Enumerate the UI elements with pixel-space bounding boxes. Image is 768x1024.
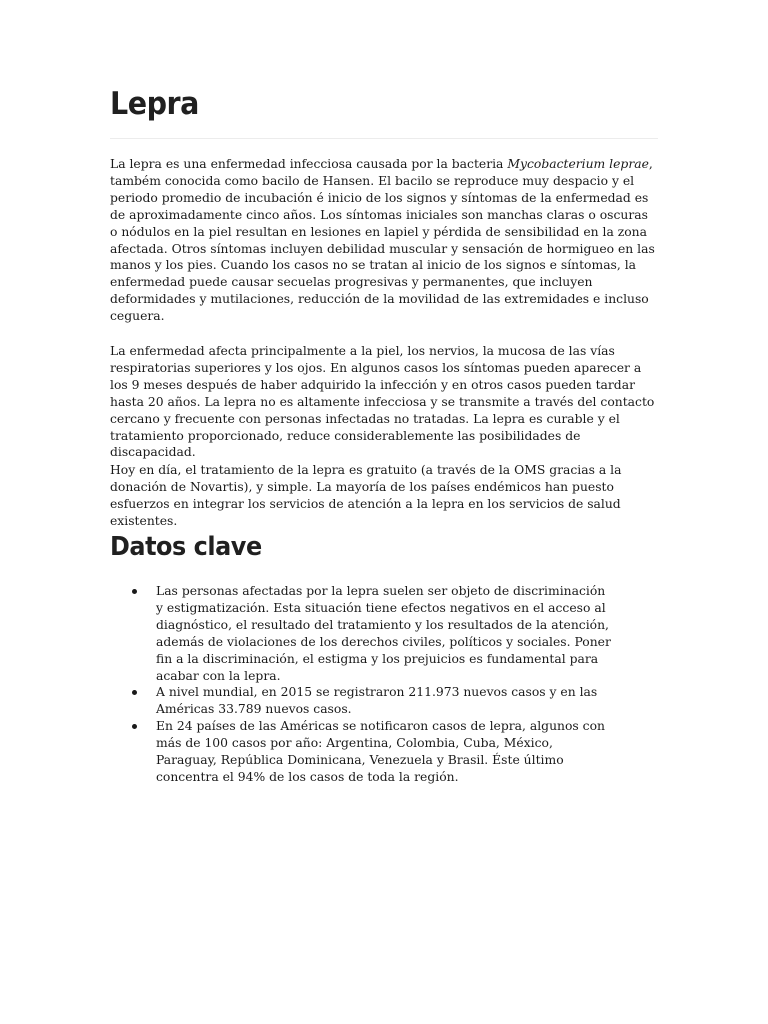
paragraph-intro-rest: , também conocida como bacilo de Hansen. El bacilo se reproduce muy despacio y el periodo promedio de incubación é inicio de los signos y síntomas de la enfermedad es de aproximadamente cinco años. Los síntomas iniciales son manchas claras o oscuras o nódulos en la piel resultan en lesiones en lapiel y pérdida de sensibilidad en la zona afectada. Otros síntomas incluyen debilidad muscular y sensación de hormigueo en las manos y los pies. Cuando los casos no se tratan al inicio de los signos e síntomas, la enfermedad puede causar secuelas progresivas y permanentes, que incluyen deformidades y mutilaciones, reducción de la movilidad de las extremidades e incluso ceguera. (110, 157, 655, 324)
key-fact-text: A nivel mundial, en 2015 se registraron 211.973 nuevos casos y en las Américas 33.789 nuevos casos. (156, 685, 598, 717)
bullet-icon (132, 589, 137, 594)
key-fact-item (110, 684, 616, 718)
key-fact-text: Las personas afectadas por la lepra suelen ser objeto de discriminación y estigmatización. Esta situación tiene efectos negativos en el acceso al diagnóstico, el resultado del tratamiento y los resultados de la atención, además de violaciones de los derechos civiles, políticos y sociales. Poner fin a la discriminación, el estigma y los prejuicios es fundamental para acabar con la lepra. (156, 584, 611, 683)
bullet-icon (132, 690, 137, 695)
paragraph-intro (110, 156, 658, 325)
paragraph-treatment: Hoy en día, el tratamiento de la lepra es gratuito (a través de la OMS gracias a la donación de Novartis), y simple. La mayoría de los países endémicos han puesto esfuerzos en integrar los servicios de atención a la lepra en los servicios de salud existentes. (110, 463, 622, 528)
paragraph-affects: La enfermedad afecta principalmente a la piel, los nervios, la mucosa de las vías respiratorias superiores y los ojos. En algunos casos los síntomas pueden aparecer a los 9 meses después de haber adquirido la infección y en otros casos pueden tardar hasta 20 años. La lepra no es altamente infecciosa y se transmite a través del contacto cercano y frecuente con personas infectadas no tratadas. La lepra es curable y el tratamiento proporcionado, reduce considerablemente las posibilidades de discapacidad. (110, 344, 655, 460)
title-divider (110, 138, 658, 139)
page-title: Lepra (110, 86, 199, 122)
key-fact-item (110, 718, 616, 786)
paragraph-intro-start: La lepra es una enfermedad infecciosa causada por la bacteria (110, 157, 508, 171)
bullet-icon (132, 724, 137, 729)
bacteria-name: Mycobacterium leprae (507, 157, 649, 171)
key-fact-text: En 24 países de las Américas se notificaron casos de lepra, algunos con más de 100 casos por año: Argentina, Colombia, Cuba, México, Paraguay, República Dominicana, Venezuela y Brasil. Éste último concentra el 94% de los casos de toda la región. (156, 719, 605, 784)
key-facts-list (110, 583, 658, 786)
key-facts-heading: Datos clave (110, 532, 262, 562)
key-fact-item (110, 583, 616, 684)
